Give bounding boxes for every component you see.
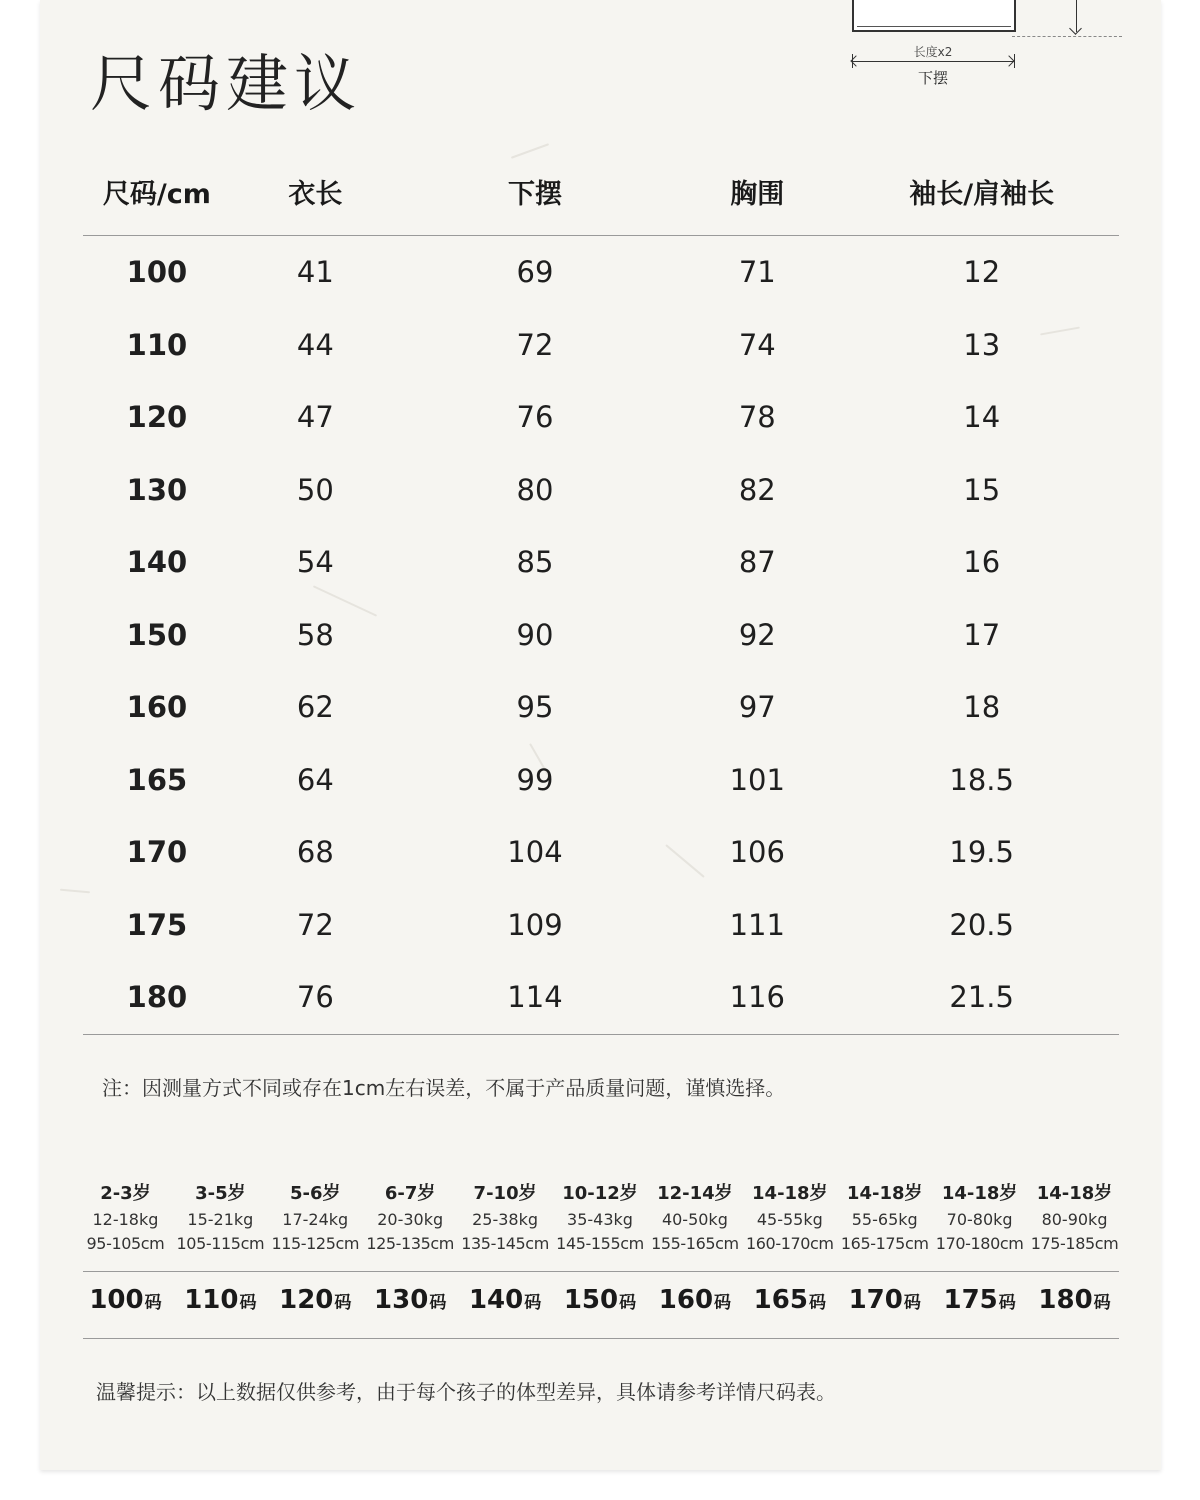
age-reference-grid: [78, 1180, 1122, 1256]
warm-tip: 温馨提示：以上数据仅供参考，由于每个孩子的体型差异，具体请参考详情尺码表。: [96, 1380, 836, 1404]
height-range: 155-165cm: [651, 1234, 739, 1253]
height-range: 165-175cm: [840, 1234, 929, 1253]
size-code-unit: 码: [144, 1293, 162, 1313]
size-code-number: 170: [848, 1285, 903, 1315]
age-reference-item: [268, 1180, 363, 1256]
header-chest: 胸围: [670, 148, 844, 236]
cell-hem: 104: [507, 835, 563, 870]
size-code: [932, 1285, 1027, 1315]
table-row: [83, 309, 1119, 382]
weight-range: 25-38kg: [472, 1210, 539, 1229]
age-reference-item: [742, 1180, 837, 1256]
cell-sleeve: 20.5: [949, 907, 1014, 942]
hem-measure-line: [852, 61, 1014, 62]
cell-sleeve: 14: [963, 400, 1001, 435]
cell-hem: 109: [507, 907, 563, 942]
cell-chest: 106: [729, 835, 785, 870]
cell-length: 62: [296, 690, 334, 725]
cell-sleeve: 16: [963, 545, 1001, 580]
cell-length: 54: [296, 545, 334, 580]
age-reference-item: [932, 1180, 1027, 1256]
table-row: [83, 454, 1119, 527]
age-label: 14-18岁: [1036, 1183, 1113, 1204]
cell-chest: 101: [729, 762, 785, 797]
cell-sleeve: 18.5: [949, 762, 1014, 797]
size-code-number: 130: [374, 1285, 429, 1315]
cell-size: 110: [126, 327, 188, 362]
weight-range: 20-30kg: [377, 1210, 444, 1229]
cell-sleeve: 12: [963, 255, 1001, 290]
cell-size: 120: [126, 400, 188, 435]
size-code-number: 100: [89, 1285, 144, 1315]
weight-range: 80-90kg: [1041, 1210, 1108, 1229]
age-label: 12-14岁: [657, 1183, 733, 1204]
size-code: [553, 1285, 648, 1315]
height-range: 175-185cm: [1030, 1234, 1119, 1253]
age-label: 14-18岁: [846, 1183, 923, 1204]
size-code: [363, 1285, 458, 1315]
header-length: 衣长: [231, 148, 400, 236]
cell-length: 50: [296, 472, 334, 507]
cell-length: 47: [296, 400, 334, 435]
size-code-unit: 码: [524, 1293, 542, 1313]
size-code-unit: 码: [998, 1293, 1016, 1313]
age-label: 14-18岁: [941, 1183, 1018, 1204]
size-code: [458, 1285, 553, 1315]
cell-size: 170: [126, 835, 188, 870]
table-row: [83, 526, 1119, 599]
size-code-row: [78, 1285, 1122, 1315]
table-row: [83, 236, 1119, 309]
age-reference-item: [78, 1180, 173, 1256]
cell-length: 64: [296, 762, 334, 797]
height-range: 125-135cm: [366, 1234, 454, 1253]
cell-hem: 114: [400, 961, 670, 1034]
height-range: 160-170cm: [745, 1234, 834, 1253]
size-code: [1027, 1285, 1122, 1315]
cell-size: 100: [126, 255, 188, 290]
age-reference-item: [647, 1180, 742, 1256]
cell-chest: 74: [738, 327, 776, 362]
size-code-unit: 码: [619, 1293, 637, 1313]
height-range: 95-105cm: [86, 1234, 165, 1253]
cell-sleeve: 18: [963, 690, 1001, 725]
size-code-number: 160: [658, 1285, 714, 1315]
header-hem: 下摆: [400, 148, 670, 236]
table-row: [83, 381, 1119, 454]
size-code-number: 165: [753, 1285, 808, 1315]
cell-chest: 111: [729, 907, 785, 942]
diagram-caption-length: 长度x2: [913, 45, 953, 59]
size-code-number: 175: [943, 1285, 998, 1315]
cell-sleeve: 15: [963, 472, 1001, 507]
page-title: 尺码建议: [90, 47, 363, 120]
cell-hem: 99: [516, 762, 554, 797]
age-label: 3-5岁: [195, 1183, 246, 1204]
age-label: 5-6岁: [290, 1183, 341, 1204]
weight-range: 35-43kg: [567, 1210, 633, 1229]
cell-chest: 78: [738, 400, 776, 435]
weight-range: 40-50kg: [661, 1210, 728, 1229]
arrow-down-icon: [1069, 22, 1082, 35]
dashed-guide: [1012, 36, 1122, 37]
diagram-caption-hem: 下摆: [917, 69, 948, 87]
garment-hem-outline: [852, 0, 1016, 32]
cell-chest: 87: [738, 545, 776, 580]
table-row: [83, 961, 1119, 1034]
size-code-unit: 码: [714, 1293, 732, 1313]
table-row: [83, 671, 1119, 744]
table-header-row: [83, 148, 1119, 236]
table-row: [83, 744, 1119, 817]
age-label: 14-18岁: [752, 1183, 828, 1204]
cell-length: 58: [296, 617, 334, 652]
cell-hem: 85: [516, 545, 554, 580]
header-sleeve: 袖长/肩袖长: [844, 148, 1119, 236]
cell-length: 41: [296, 255, 334, 290]
cell-hem: 80: [516, 472, 554, 507]
size-code: [268, 1285, 363, 1315]
divider: [83, 1271, 1119, 1272]
cell-sleeve: 13: [963, 327, 1001, 362]
size-code: [647, 1285, 742, 1315]
cell-size: 180: [83, 961, 231, 1034]
age-reference-item: [837, 1180, 932, 1256]
header-size: 尺码/cm: [83, 148, 231, 236]
weight-range: 70-80kg: [946, 1210, 1013, 1229]
garment-diagram: [830, 0, 1130, 100]
table-row: [83, 599, 1119, 672]
height-range: 170-180cm: [935, 1234, 1024, 1253]
age-label: 2-3岁: [100, 1183, 151, 1204]
cell-size: 160: [126, 690, 188, 725]
size-code: [837, 1285, 932, 1315]
weight-range: 12-18kg: [92, 1210, 159, 1229]
size-code-unit: 码: [903, 1293, 921, 1313]
weight-range: 55-65kg: [851, 1210, 918, 1229]
cell-hem: 69: [516, 255, 554, 290]
size-code-unit: 码: [334, 1293, 352, 1313]
age-reference-item: [363, 1180, 458, 1256]
size-code: [78, 1285, 173, 1315]
size-code-number: 180: [1038, 1285, 1093, 1315]
measurement-note: 注：因测量方式不同或存在1cm左右误差，不属于产品质量问题，谨慎选择。: [102, 1076, 786, 1100]
cell-length: 72: [296, 907, 334, 942]
cell-sleeve: 21.5: [844, 961, 1119, 1034]
cell-chest: 82: [738, 472, 776, 507]
cell-length: 44: [296, 327, 334, 362]
height-range: 145-155cm: [556, 1234, 644, 1253]
cell-size: 140: [126, 545, 188, 580]
age-reference-item: [1027, 1180, 1122, 1256]
cell-hem: 90: [516, 617, 554, 652]
age-reference-item: [553, 1180, 648, 1256]
age-reference-item: [458, 1180, 553, 1256]
cell-chest: 97: [738, 690, 776, 725]
cell-size: 150: [126, 617, 188, 652]
size-code-unit: 码: [1093, 1293, 1111, 1313]
age-label: 10-12岁: [562, 1183, 638, 1204]
cell-sleeve: 19.5: [949, 835, 1014, 870]
cell-chest: 71: [738, 255, 776, 290]
size-code-unit: 码: [239, 1293, 257, 1313]
cell-chest: 116: [670, 961, 844, 1034]
size-guide-card: [40, 0, 1161, 1470]
size-code-number: 110: [184, 1285, 239, 1315]
size-code: [173, 1285, 268, 1315]
size-code-number: 150: [563, 1285, 619, 1315]
cell-chest: 92: [738, 617, 776, 652]
table-row: [83, 889, 1119, 962]
size-code-number: 120: [279, 1285, 334, 1315]
weight-range: 17-24kg: [282, 1210, 349, 1229]
cell-length: 68: [296, 835, 334, 870]
weight-range: 45-55kg: [756, 1210, 823, 1229]
cell-hem: 72: [516, 327, 554, 362]
age-label: 7-10岁: [473, 1183, 537, 1204]
cell-hem: 76: [516, 400, 554, 435]
height-range: 115-125cm: [271, 1234, 360, 1253]
age-label: 6-7岁: [384, 1183, 436, 1204]
size-code-number: 140: [468, 1285, 524, 1315]
cell-size: 130: [126, 472, 188, 507]
cell-sleeve: 17: [963, 617, 1001, 652]
cell-length: 76: [231, 961, 400, 1034]
cell-size: 165: [126, 762, 188, 797]
size-code-unit: 码: [429, 1293, 447, 1313]
height-range: 135-145cm: [461, 1234, 549, 1253]
divider: [83, 1338, 1119, 1339]
size-code-unit: 码: [808, 1293, 826, 1313]
cell-size: 175: [126, 907, 188, 942]
age-reference-item: [173, 1180, 268, 1256]
height-range: 105-115cm: [176, 1234, 265, 1253]
weight-range: 15-21kg: [187, 1210, 254, 1229]
size-code: [742, 1285, 837, 1315]
table-row: [83, 816, 1119, 889]
cell-hem: 95: [516, 690, 554, 725]
size-chart-table: [83, 148, 1119, 1035]
